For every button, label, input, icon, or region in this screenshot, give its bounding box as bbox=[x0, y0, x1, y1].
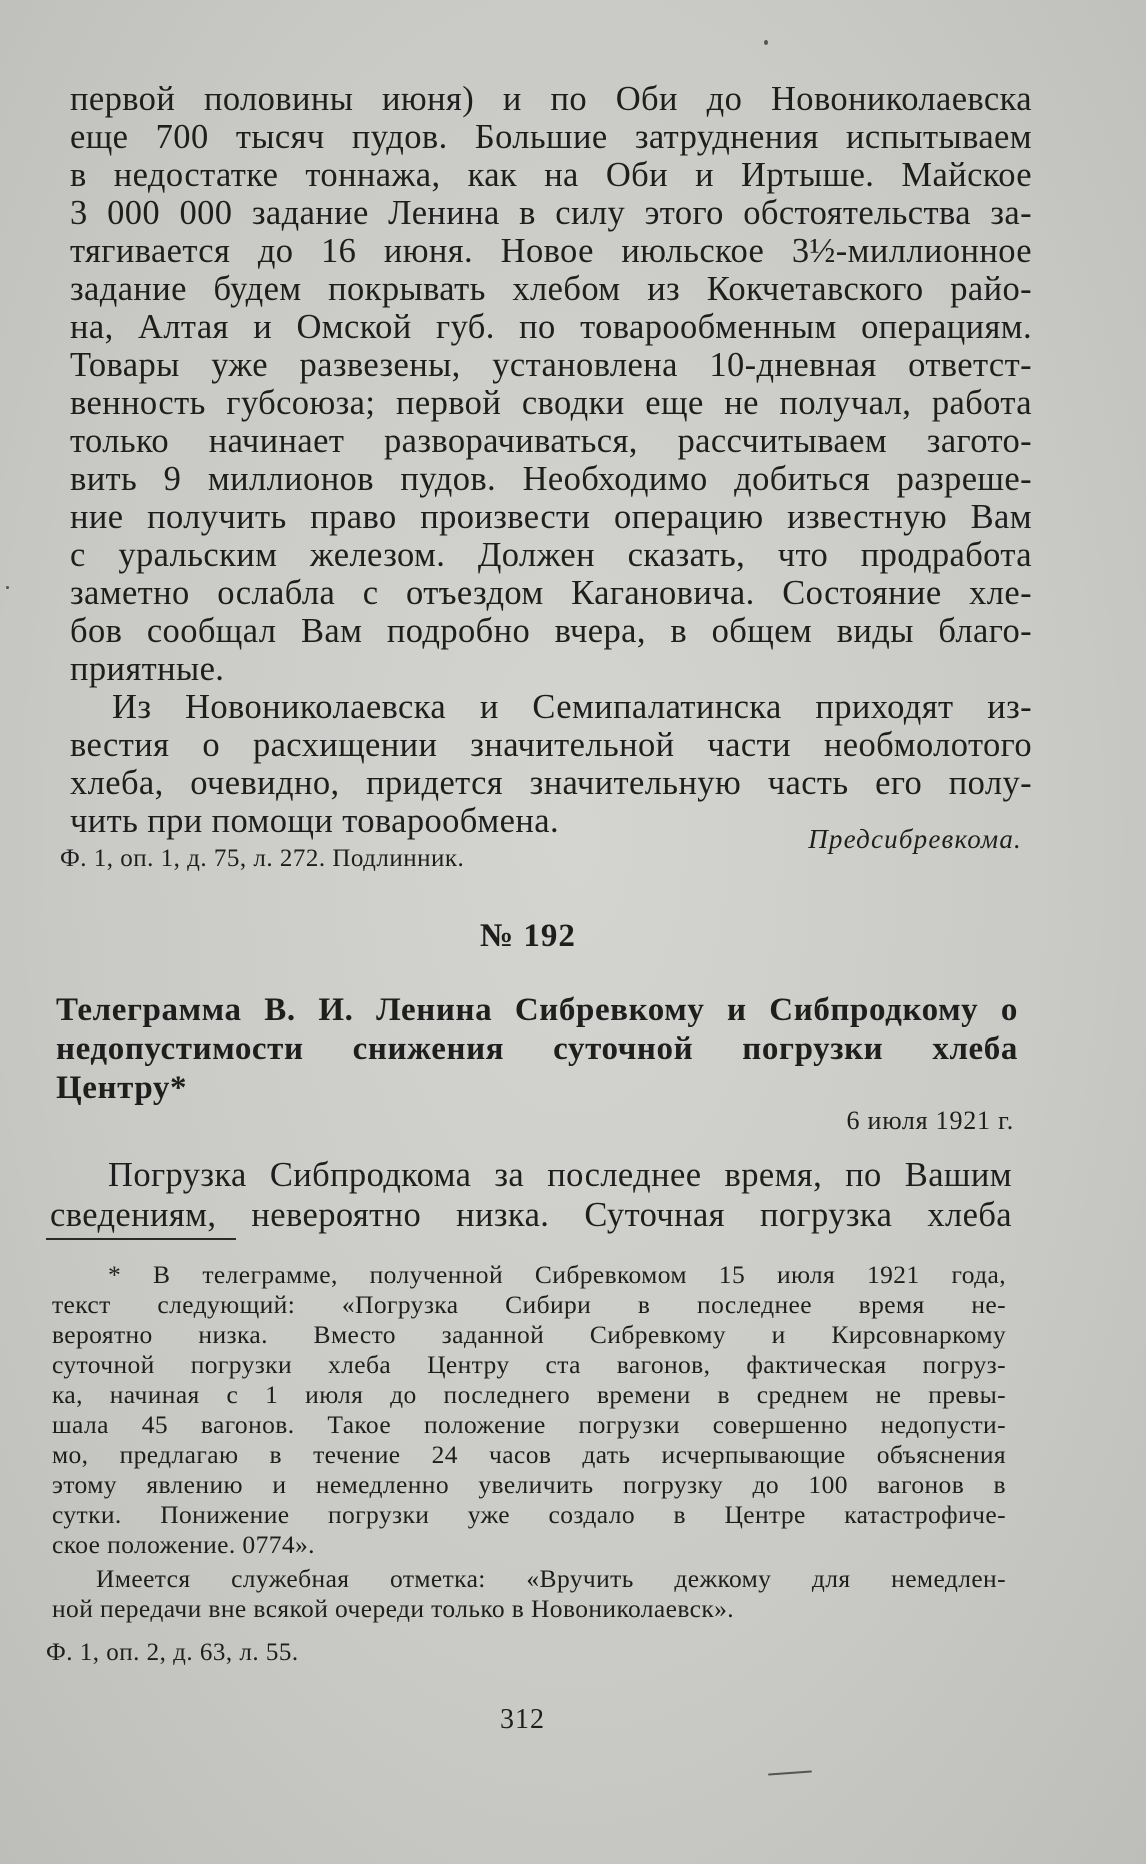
heading-line: недопустимости снижения суточной погрузки хлеба bbox=[56, 1031, 1018, 1067]
footnote-line: ское положение. 0774». bbox=[52, 1530, 315, 1559]
text-line: еще 700 тысяч пудов. Большие затруднения испытываем bbox=[70, 118, 1032, 156]
archive-source: Ф. 1, оп. 1, д. 75, л. 272. Подлинник. bbox=[60, 845, 465, 872]
text-line: хлеба, очевидно, придется значительную часть его полу- bbox=[70, 764, 1032, 802]
footnote-rule bbox=[46, 1238, 236, 1240]
text-line: чить при помощи товарообмена. bbox=[70, 802, 559, 840]
scan-speck bbox=[6, 586, 9, 589]
footnote-line: сутки. Понижение погрузки уже создало в Центре катастрофиче- bbox=[52, 1500, 1006, 1529]
text-line: приятные. bbox=[70, 650, 225, 688]
footnote-line: шала 45 вагонов. Такое положение погрузки совершенно недопусти- bbox=[52, 1410, 1006, 1439]
archive-source: Ф. 1, оп. 2, д. 63, л. 55. bbox=[46, 1639, 299, 1666]
text-line: задание будем покрывать хлебом из Кокчетавского райо- bbox=[70, 270, 1032, 308]
text-line: с уральским железом. Должен сказать, что продработа bbox=[70, 536, 1032, 574]
document-date: 6 июля 1921 г. bbox=[846, 1106, 1014, 1135]
text-line: тягивается до 16 июня. Новое июльское 3½-миллионное bbox=[70, 232, 1032, 270]
text-line: первой половины июня) и по Оби до Новониколаевска bbox=[70, 80, 1032, 118]
page-number: 312 bbox=[500, 1704, 545, 1735]
footnote-line: * В телеграмме, полученной Сибревкомом 15 июля 1921 года, bbox=[108, 1260, 1006, 1289]
text-line: Товары уже развезены, установлена 10-дневная ответст- bbox=[70, 346, 1032, 384]
text-line: 3 000 000 задание Ленина в силу этого обстоятельства за- bbox=[70, 194, 1032, 232]
footnote-line: текст следующий: «Погрузка Сибири в последнее время не- bbox=[52, 1290, 1006, 1319]
scan-speck bbox=[768, 1770, 812, 1775]
text-line: заметно ослабла с отъездом Кагановича. Состояние хле- bbox=[70, 574, 1032, 612]
heading-line: Телеграмма В. И. Ленина Сибревкому и Сибпродкому о bbox=[56, 992, 1018, 1028]
footnote-line: ка, начиная с 1 июля до последнего времени в среднем не превы- bbox=[52, 1380, 1006, 1409]
text-line: на, Алтая и Омской губ. по товарообменным операциям. bbox=[70, 308, 1032, 346]
footnote-line: мо, предлагаю в течение 24 часов дать исчерпывающие объяснения bbox=[52, 1440, 1006, 1469]
text-line: бов сообщал Вам подробно вчера, в общем виды благо- bbox=[70, 612, 1032, 650]
heading-line: Центру* bbox=[56, 1070, 188, 1106]
document-number: № 192 bbox=[480, 918, 576, 954]
text-line: в недостатке тоннажа, как на Оби и Иртыше. Майское bbox=[70, 156, 1032, 194]
footnote-line: этому явлению и немедленно увеличить погрузку до 100 вагонов в bbox=[52, 1470, 1006, 1499]
text-line: Погрузка Сибпродкома за последнее время, по Вашим bbox=[108, 1156, 1012, 1194]
scan-speck bbox=[764, 40, 768, 45]
service-note-line: Имеется служебная отметка: «Вручить дежкому для немедлен- bbox=[96, 1564, 1006, 1593]
footnote-line: вероятно низка. Вместо заданной Сибревкому и Кирсовнаркому bbox=[52, 1320, 1006, 1349]
text-line: сведениям, невероятно низка. Суточная погрузка хлеба bbox=[50, 1196, 1012, 1234]
text-line: вестия о расхищении значительной части необмолотого bbox=[70, 726, 1032, 764]
service-note-line: ной передачи вне всякой очереди только в Новониколаевск». bbox=[52, 1594, 735, 1623]
text-line: ние получить право произвести операцию известную Вам bbox=[70, 498, 1032, 536]
text-line: вить 9 миллионов пудов. Необходимо добиться разреше- bbox=[70, 460, 1032, 498]
footnote-line: суточной погрузки хлеба Центру ста вагонов, фактическая погруз- bbox=[52, 1350, 1006, 1379]
signature: Предсибревкома. bbox=[808, 824, 1022, 854]
text-line: венность губсоюза; первой сводки еще не получал, работа bbox=[70, 384, 1032, 422]
text-line: Из Новониколаевска и Семипалатинска приходят из- bbox=[112, 688, 1032, 726]
text-line: только начинает разворачиваться, рассчитываем загото- bbox=[70, 422, 1032, 460]
